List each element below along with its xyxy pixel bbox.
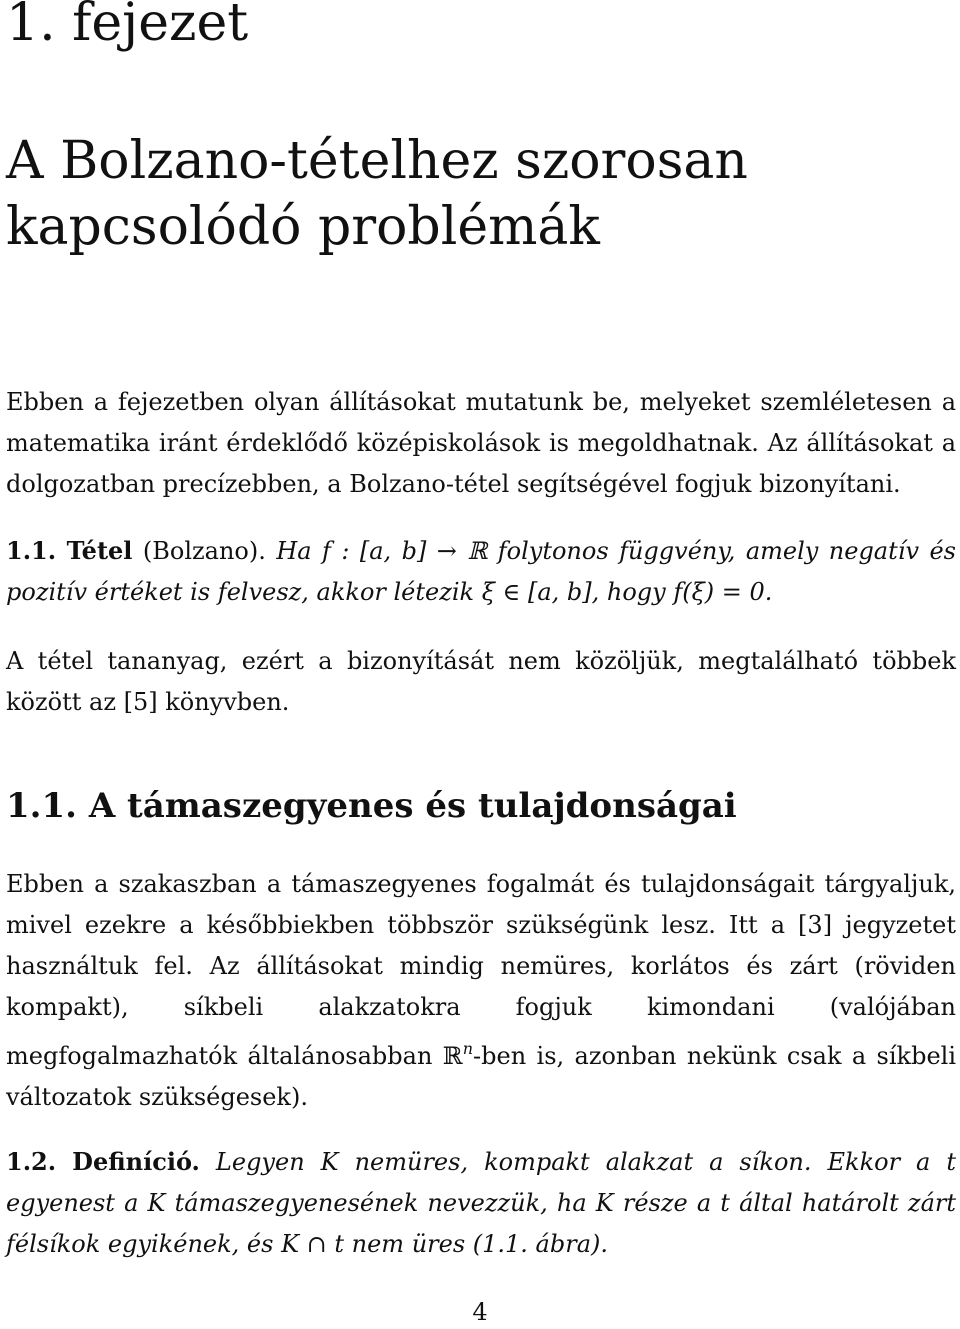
chapter-title-line-1: A Bolzano-tételhez szorosan <box>6 131 748 191</box>
theorem-name: (Bolzano). <box>142 537 266 565</box>
section-paragraph <box>6 864 956 1118</box>
section-text-part-2: -ben is, azonban nekünk csak a síkbeli változatok szükségesek). <box>6 1042 956 1111</box>
section-heading <box>6 782 956 830</box>
definition-text: Legyen K nemüres, kompakt alakzat a síkon. Ekkor a t egyenest a K támaszegyenesének nevezzük, ha K része a t által határolt zárt félsíkok egyikének, és K ∩ t nem üres (1.1. ábra). <box>6 1148 956 1258</box>
definition-number: 1.2. <box>6 1147 57 1176</box>
page-number: 4 <box>472 1298 488 1326</box>
definition-keyword: Definíció. <box>72 1147 200 1176</box>
chapter-title <box>6 128 956 260</box>
after-theorem-paragraph: A tétel tananyag, ezért a bizonyítását nem közöljük, megtalálható többek között az [5] könyvben. <box>6 647 956 716</box>
section-number: 1.1. <box>6 786 77 826</box>
chapter-heading: 1. fejezet <box>6 0 249 53</box>
chapter-title-line-2: kapcsolódó problémák <box>6 197 600 257</box>
section-title: A támaszegyenes és tulajdonságai <box>88 786 737 826</box>
theorem-number: 1.1. <box>6 536 57 565</box>
intro-paragraph: Ebben a fejezetben olyan állításokat mutatunk be, melyeket szemléletesen a matematika iránt érdeklődő középiskolások is megoldhatnak. Az állításokat a dolgozatban precízebben, a Bolzano-tétel segítségével fogjuk bizonyítani. <box>6 388 956 498</box>
section-text-part-1: Ebben a szakaszban a támaszegyenes fogalmát és tulajdonságait tárgyaljuk, mivel ezekre a későbbiekben többször szükségünk lesz. Itt a [3] jegyzetet használtuk fel. Az állításokat mindig nemüres, korlátos és zárt (röviden kompakt), síkbeli alakzatokra fogjuk kimondani (valójában megfogalmazhatók általánosabban ℝ <box>6 870 956 1070</box>
theorem-keyword: Tétel <box>66 536 133 565</box>
theorem-block <box>6 530 956 613</box>
definition-block <box>6 1141 956 1265</box>
superscript-n: n <box>462 1039 474 1058</box>
theorem-text: Ha f : [a, b] → ℝ folytonos függvény, amely negatív és pozitív értéket is felvesz, akkor létezik ξ ∈ [a, b], hogy f(ξ) = 0. <box>6 537 956 606</box>
